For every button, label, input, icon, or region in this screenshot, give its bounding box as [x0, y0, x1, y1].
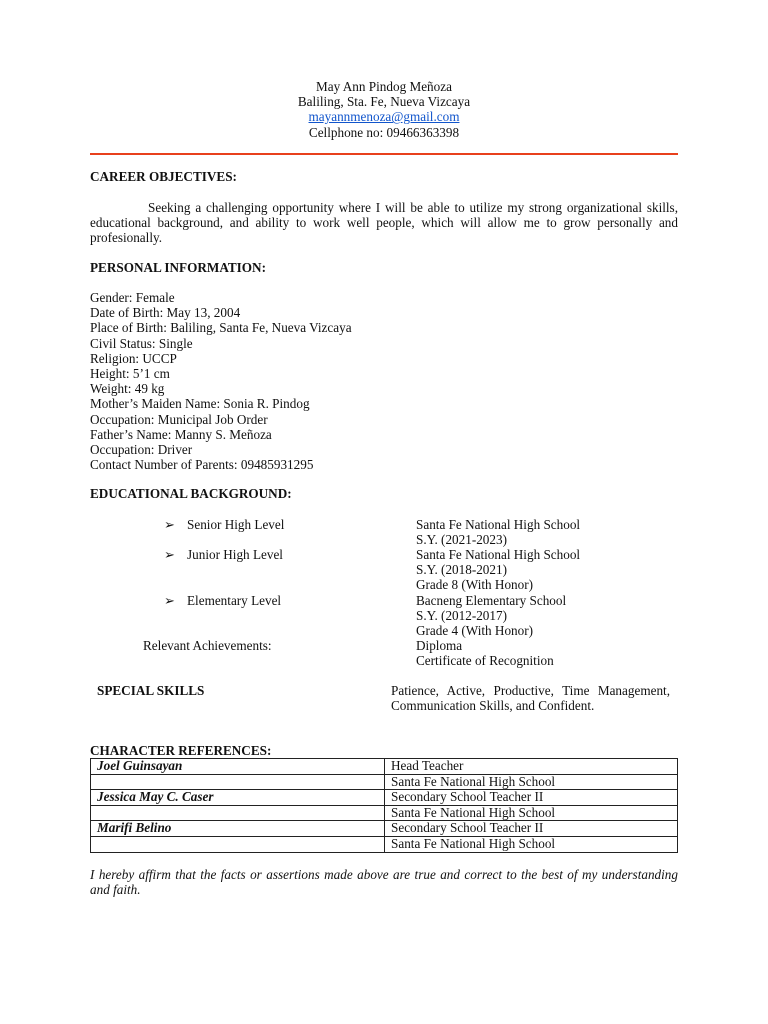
info-religion: Religion: UCCP [90, 350, 177, 366]
email-link[interactable]: mayannmenoza@gmail.com [308, 109, 460, 125]
info-mother-name: Mother’s Maiden Name: Sonia R. Pindog [90, 396, 310, 412]
info-father-name: Father’s Name: Manny S. Meñoza [90, 426, 272, 442]
table-row [91, 821, 678, 837]
reference-detail: Secondary School Teacher II [385, 821, 678, 837]
education-level-junior-high: ➢ Junior High Level [164, 547, 283, 562]
reference-detail: Secondary School Teacher II [385, 790, 678, 806]
reference-detail: Santa Fe National High School [385, 836, 678, 852]
education-level-senior-high: ➢ Senior High Level [164, 517, 285, 532]
affirmation-statement: I hereby affirm that the facts or assertions made above are true and correct to the best of my understanding and faith. [90, 867, 678, 898]
table-row [91, 774, 678, 790]
info-gender: Gender: Female [90, 290, 175, 305]
reference-detail: Santa Fe National High School [385, 805, 678, 821]
applicant-address: Baliling, Sta. Fe, Nueva Vizcaya [297, 94, 471, 110]
reference-name: Jessica May C. Caser [91, 790, 385, 806]
applicant-name: May Ann Pindog Meñoza [316, 79, 452, 94]
character-references-table [90, 758, 678, 853]
career-objectives-text: Seeking a challenging opportunity where I will be able to utilize my strong organizational skills, educational background, and ability to work well people, which will allow me to grow personally and profesionally. [90, 200, 678, 246]
header-divider [90, 153, 678, 155]
educational-background-heading: EDUCATIONAL BACKGROUND: [90, 486, 292, 501]
arrow-bullet-icon: ➢ [164, 547, 176, 562]
education-details-elementary: Bacneng Elementary School S.Y. (2012-2017) Grade 4 (With Honor) [416, 593, 567, 639]
education-level-elementary: ➢ Elementary Level [164, 593, 282, 608]
reference-name: Joel Guinsayan [91, 759, 385, 775]
reference-name: Marifi Belino [91, 821, 385, 837]
education-details-junior-high: Santa Fe National High School S.Y. (2018-2021) Grade 8 (With Honor) [416, 547, 581, 593]
career-objectives-heading: CAREER OBJECTIVES: [90, 169, 237, 184]
info-weight: Weight: 49 kg [90, 381, 165, 397]
table-row [91, 836, 678, 852]
cellphone-number: Cellphone no: 09466363398 [308, 124, 460, 140]
resume-header [0, 79, 768, 140]
education-details-senior-high: Santa Fe National High School S.Y. (2021-2023) [416, 517, 581, 548]
info-place-of-birth: Place of Birth: Baliling, Santa Fe, Nueva Vizcaya [90, 320, 352, 336]
table-row [91, 805, 678, 821]
reference-detail: Santa Fe National High School [385, 774, 678, 790]
arrow-bullet-icon: ➢ [164, 593, 176, 608]
info-height: Height: 5’1 cm [90, 365, 170, 381]
relevant-achievements-list: Diploma Certificate of Recognition [416, 638, 554, 669]
character-references-heading: CHARACTER REFERENCES: [90, 743, 272, 758]
info-parents-contact: Contact Number of Parents: 09485931295 [90, 457, 314, 473]
reference-name [91, 774, 385, 790]
table-row [91, 790, 678, 806]
info-mother-occupation: Occupation: Municipal Job Order [90, 411, 268, 427]
reference-name [91, 836, 385, 852]
reference-detail: Head Teacher [385, 759, 678, 775]
table-row [91, 759, 678, 775]
info-father-occupation: Occupation: Driver [90, 441, 193, 457]
info-civil-status: Civil Status: Single [90, 335, 193, 351]
reference-name [91, 805, 385, 821]
personal-information-heading: PERSONAL INFORMATION: [90, 260, 266, 275]
personal-information-list [90, 290, 352, 472]
arrow-bullet-icon: ➢ [164, 517, 176, 532]
info-date-of-birth: Date of Birth: May 13, 2004 [90, 305, 241, 321]
relevant-achievements-label: Relevant Achievements: [143, 638, 272, 653]
special-skills-text: Patience, Active, Productive, Time Management, Communication Skills, and Confident. [391, 683, 670, 714]
special-skills-heading: SPECIAL SKILLS [97, 683, 205, 698]
